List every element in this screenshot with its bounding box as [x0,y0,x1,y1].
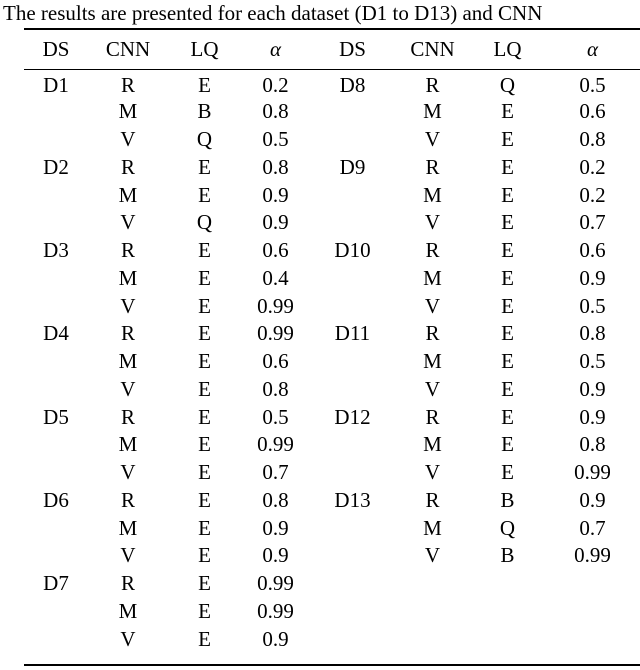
cell-cnn: R [120,321,135,346]
cell-lq: Q [196,210,213,235]
cell-cnn: M [423,99,442,124]
cell-lq: B [197,99,212,124]
cell-cnn: V [424,127,441,152]
cell-alpha: 0.8 [262,376,289,401]
cell-ds [310,98,395,126]
cell-ds [310,292,395,320]
cell-cnn: M [118,349,138,374]
cell-lq [470,625,545,653]
cell-alpha [545,598,640,626]
cell-ds: D11 [334,321,371,346]
cell-ds [310,209,395,237]
cell-lq: E [198,376,211,401]
cell-lq: E [198,626,211,651]
cell-alpha: 0.9 [262,626,289,651]
cell-alpha: 0.6 [579,99,606,124]
table-row [24,376,640,404]
cell-lq: E [198,321,211,346]
cell-alpha: 0.9 [262,543,289,568]
cell-lq: E [501,182,514,207]
cell-alpha: 0.99 [257,293,294,318]
cell-lq: E [198,293,211,318]
cell-lq: E [198,238,211,263]
cell-cnn: M [118,515,138,540]
cell-alpha: 0.2 [579,154,606,179]
cell-ds [24,376,88,404]
cell-ds: D13 [334,487,371,512]
cell-lq: B [500,487,515,512]
cell-alpha: 0.8 [262,487,289,512]
cell-ds [310,514,395,542]
table-row [24,431,640,459]
table-row [24,98,640,126]
cell-ds [24,598,88,626]
cell-lq: E [198,543,211,568]
cell-ds [310,542,395,570]
cell-cnn [395,598,470,626]
cell-alpha: 0.9 [262,182,289,207]
cell-alpha: 0.5 [262,127,289,152]
cell-alpha: 0.8 [262,99,289,124]
cell-ds [310,376,395,404]
cell-cnn: V [120,376,136,401]
cell-alpha: 0.9 [579,376,606,401]
cell-cnn: M [118,598,138,623]
cell-cnn: V [120,460,136,485]
cell-alpha: 0.8 [579,432,606,457]
cell-cnn: V [424,293,441,318]
cell-lq: E [198,460,211,485]
cell-ds [310,570,395,598]
cell-ds: D9 [339,154,366,179]
cell-alpha: 0.9 [262,210,289,235]
table-row [24,598,640,626]
cell-lq: E [501,127,514,152]
cell-lq: E [198,515,211,540]
cell-alpha: 0.2 [579,182,606,207]
cell-cnn: V [424,460,441,485]
cell-alpha: 0.8 [579,127,606,152]
table-row [24,181,640,209]
cell-ds: D10 [334,238,371,263]
cell-cnn: R [120,571,135,596]
cell-ds [310,181,395,209]
table-row [24,237,640,265]
cell-cnn: V [120,543,136,568]
cell-lq: E [501,293,514,318]
cell-cnn: R [120,404,135,429]
cell-lq: E [198,598,211,623]
cell-lq: E [501,265,514,290]
cell-alpha: 0.99 [257,432,294,457]
table-row [24,292,640,320]
cell-lq [470,598,545,626]
cell-lq: Q [196,127,213,152]
cell-cnn [395,625,470,653]
cell-alpha: 0.5 [579,349,606,374]
table-row [24,542,640,570]
cell-ds [24,625,88,653]
cell-ds [310,625,395,653]
cell-alpha: 0.6 [262,238,289,263]
cell-lq: E [501,376,514,401]
header-row [24,30,640,69]
header-lq: LQ [190,37,219,61]
header-cnn: CNN [410,37,455,61]
cell-cnn: R [120,487,135,512]
cell-cnn: R [425,404,440,429]
cell-lq: E [501,432,514,457]
header-ds: DS [339,37,366,61]
cell-lq: E [198,182,211,207]
cell-cnn: V [120,127,136,152]
cell-cnn: R [425,238,440,263]
cell-lq: E [198,154,211,179]
cell-cnn: M [118,99,138,124]
cell-alpha: 0.7 [579,515,606,540]
cell-cnn: M [423,182,442,207]
cell-alpha: 0.8 [579,321,606,346]
table-row [24,459,640,487]
cell-alpha: 0.99 [257,321,294,346]
cell-cnn: V [120,293,136,318]
cell-cnn [395,570,470,598]
cell-alpha: 0.7 [262,460,289,485]
cell-alpha [545,625,640,653]
cell-ds: D6 [43,487,69,512]
cell-ds: D4 [43,321,69,346]
table-caption: The results are presented for each dataset (D1 to D13) and CNN [3,1,543,25]
cell-ds: D8 [339,73,366,97]
cell-ds [310,126,395,154]
cell-alpha: 0.9 [579,487,606,512]
cell-cnn: M [423,349,442,374]
cell-ds: D12 [334,404,371,429]
table-row [24,126,640,154]
cell-lq: E [198,404,211,429]
cell-ds: D2 [43,154,69,179]
table-row [24,69,640,98]
cell-alpha: 0.9 [579,265,606,290]
table-row [24,625,640,653]
cell-alpha: 0.99 [257,571,294,596]
cell-alpha: 0.99 [574,460,611,485]
cell-alpha: 0.5 [262,404,289,429]
cell-lq: E [198,487,211,512]
cell-ds [24,514,88,542]
cell-ds [24,292,88,320]
header-alpha: α [586,37,599,61]
cell-ds: D1 [43,73,69,97]
cell-lq [470,570,545,598]
cell-ds [310,459,395,487]
cell-cnn: M [118,265,138,290]
table-row [24,320,640,348]
cell-lq: E [501,154,514,179]
cell-lq: E [501,404,514,429]
cell-ds: D3 [43,238,69,263]
cell-alpha: 0.2 [262,73,289,97]
cell-alpha: 0.99 [574,543,611,568]
cell-cnn: M [423,515,442,540]
cell-cnn: M [423,432,442,457]
cell-ds [24,542,88,570]
cell-cnn: R [425,154,440,179]
header-cnn: CNN [105,37,151,61]
cell-lq: E [501,460,514,485]
cell-ds [310,431,395,459]
cell-alpha: 0.6 [262,349,289,374]
bottom-rule [24,664,640,666]
cell-alpha: 0.9 [579,404,606,429]
table-body [24,69,640,653]
cell-lq: E [501,210,514,235]
cell-lq: E [501,238,514,263]
table-row [24,154,640,182]
cell-ds [310,265,395,293]
cell-cnn: R [120,73,135,97]
table-row [24,403,640,431]
cell-cnn: V [120,626,136,651]
cell-ds [310,348,395,376]
cell-cnn: M [118,432,138,457]
table-row [24,209,640,237]
cell-lq: E [198,349,211,374]
cell-ds [24,209,88,237]
cell-ds [24,98,88,126]
cell-alpha: 0.5 [579,293,606,318]
cell-ds [24,459,88,487]
cell-alpha: 0.8 [262,154,289,179]
cell-cnn: V [120,210,136,235]
cell-cnn: V [424,376,441,401]
cell-ds [310,598,395,626]
cell-cnn: V [424,543,441,568]
header-ds: DS [42,37,70,61]
cell-lq: E [198,73,211,97]
cell-ds [24,431,88,459]
cell-cnn: M [118,182,138,207]
cell-lq: E [198,265,211,290]
cell-cnn: R [120,238,135,263]
cell-cnn: R [425,321,440,346]
cell-cnn: M [423,265,442,290]
cell-alpha: 0.7 [579,210,606,235]
cell-lq: E [501,99,514,124]
cell-ds [24,265,88,293]
cell-alpha: 0.4 [262,265,289,290]
cell-cnn: V [424,210,441,235]
cell-ds [24,181,88,209]
cell-lq: E [198,432,211,457]
cell-alpha: 0.99 [257,598,294,623]
cell-lq: Q [499,515,516,540]
table-row [24,487,640,515]
table-row [24,514,640,542]
cell-cnn: R [425,73,440,97]
table-row [24,570,640,598]
cell-lq: E [198,571,211,596]
cell-lq: B [500,543,515,568]
cell-lq: Q [499,73,516,97]
table-row [24,265,640,293]
results-table [24,30,640,653]
cell-ds [24,126,88,154]
cell-lq: E [501,349,514,374]
cell-alpha: 0.6 [579,238,606,263]
cell-alpha: 0.5 [579,73,606,97]
cell-alpha: 0.9 [262,515,289,540]
cell-cnn: R [120,154,135,179]
cell-ds [24,348,88,376]
cell-ds: D7 [43,571,69,596]
header-lq: LQ [493,37,522,61]
header-alpha: α [269,37,282,61]
cell-alpha [545,570,640,598]
cell-ds: D5 [43,404,69,429]
cell-cnn: R [425,487,440,512]
cell-lq: E [501,321,514,346]
table-row [24,348,640,376]
